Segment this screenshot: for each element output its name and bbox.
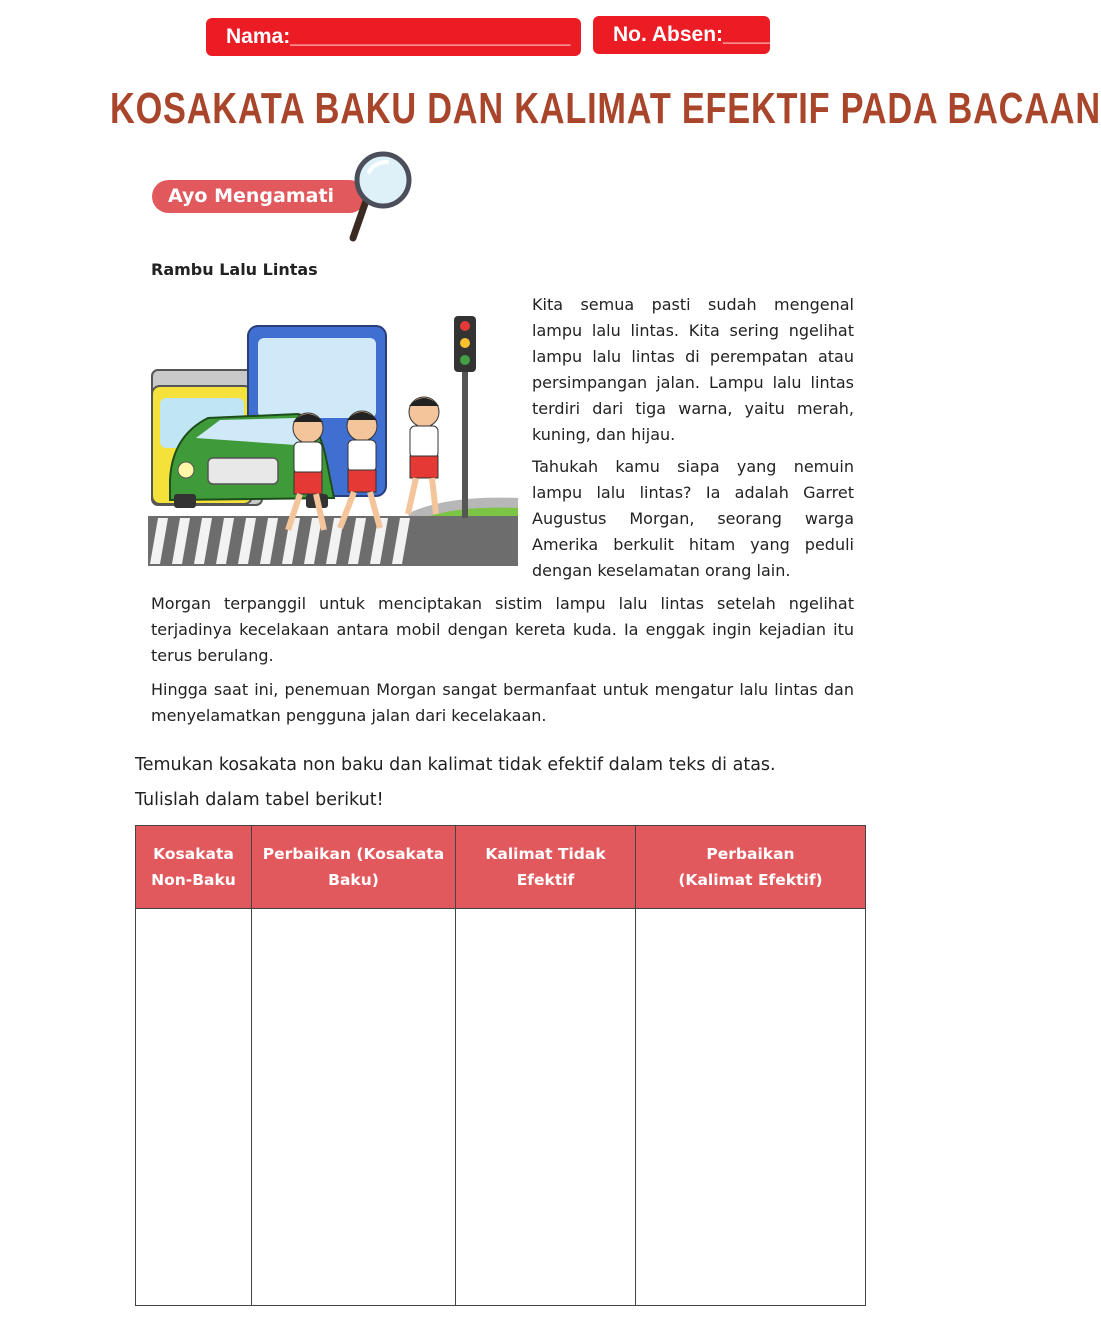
- header-line: (Kalimat Efektif): [678, 871, 823, 889]
- instruction-text: Temukan kosakata non baku dan kalimat tidak efektif dalam teks di atas.: [135, 755, 776, 775]
- reading-paragraph: Kita semua pasti sudah mengenal lampu lalu lintas. Kita sering ngelihat lampu lalu lintas di perempatan atau persimpangan jalan. Lampu lalu lintas terdiri dari tiga warna, yaitu merah, kuning, dan hijau.: [532, 295, 854, 444]
- answer-cell-perbaikan-kosakata[interactable]: [252, 909, 456, 1306]
- reading-title: Rambu Lalu Lintas: [151, 260, 318, 279]
- reading-paragraph: Tahukah kamu siapa yang nemuin lampu lalu lintas? Ia adalah Garret Augustus Morgan, seorang warga Amerika berkulit hitam yang peduli dengan keselamatan orang lain.: [532, 457, 854, 580]
- absen-field[interactable]: [593, 16, 770, 54]
- header-line: Perbaikan (Kosakata: [262, 845, 445, 863]
- header-perbaikan-kalimat: [636, 826, 866, 909]
- header-kosakata-non-baku: [136, 826, 252, 909]
- name-label: Nama:________________________: [226, 25, 571, 48]
- answer-cell-perbaikan-kalimat[interactable]: [636, 909, 866, 1306]
- page-title: KOSAKATA BAKU DAN KALIMAT EFEKTIF PADA BACAAN: [110, 84, 1101, 133]
- instruction-text: Tulislah dalam tabel berikut!: [135, 790, 384, 810]
- answer-cell-kalimat-tidak-efektif[interactable]: [456, 909, 636, 1306]
- header-line: Kosakata: [153, 845, 234, 863]
- header-line: Kalimat Tidak: [485, 845, 606, 863]
- header-kalimat-tidak-efektif: [456, 826, 636, 909]
- header-line: Efektif: [516, 871, 575, 889]
- reading-paragraph: Hingga saat ini, penemuan Morgan sangat bermanfaat untuk mengatur lalu lintas dan menyelamatkan pengguna jalan dari kecelakaan.: [151, 680, 854, 725]
- header-line: Non-Baku: [151, 871, 236, 889]
- magnifying-glass-icon: [345, 150, 417, 245]
- reading-paragraph: Morgan terpanggil untuk menciptakan sistim lampu lalu lintas setelah ngelihat terjadinya kecelakaan antara mobil dengan kereta kuda. Ia enggak ingin kejadian itu terus berulang.: [151, 594, 854, 665]
- header-perbaikan-kosakata: [252, 826, 456, 909]
- section-badge: [152, 180, 366, 213]
- answer-table: [135, 825, 866, 1306]
- traffic-crossing-illustration: [148, 308, 518, 570]
- name-field[interactable]: [206, 18, 581, 56]
- answer-cell-kosakata-non-baku[interactable]: [136, 909, 252, 1306]
- badge-label: Ayo Mengamati: [168, 185, 335, 207]
- header-line: Perbaikan: [706, 845, 795, 863]
- table-row: [136, 909, 866, 1306]
- table-header-row: [136, 826, 866, 909]
- header-line: Baku): [328, 871, 379, 889]
- absen-label: No. Absen:____: [613, 23, 770, 46]
